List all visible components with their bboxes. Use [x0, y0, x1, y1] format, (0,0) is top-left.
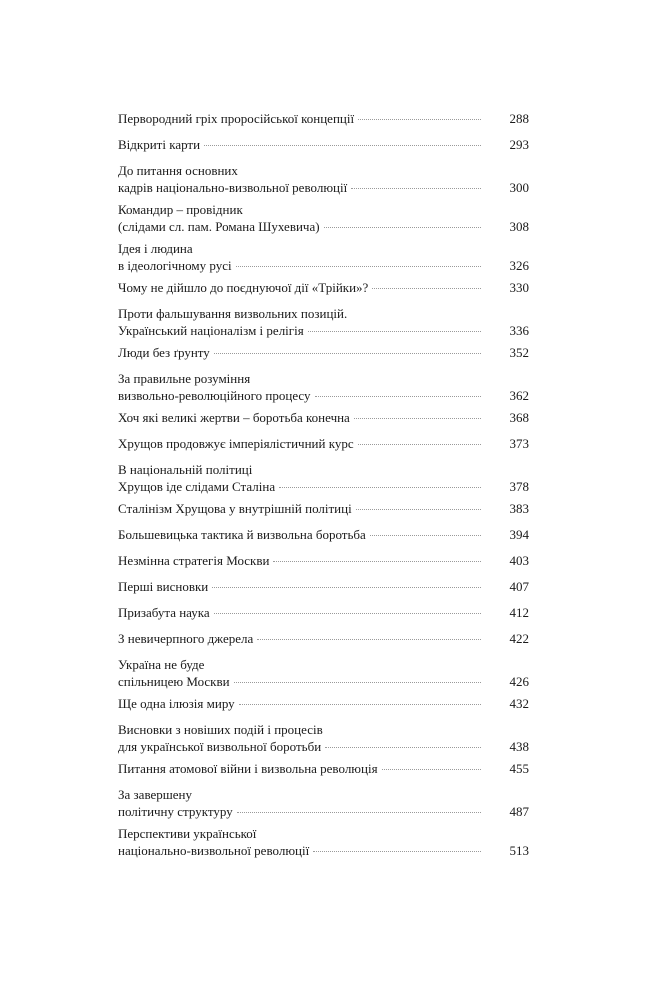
toc-entry [118, 760, 529, 777]
toc-entry [118, 409, 529, 426]
toc-page-number: 293 [509, 137, 529, 152]
toc-entry-title: Призабута наука [118, 605, 210, 620]
dot-leader [214, 353, 481, 354]
toc-entry [118, 721, 529, 755]
dot-leader [382, 769, 481, 770]
toc-page-number: 288 [509, 111, 529, 126]
dot-leader [372, 288, 481, 289]
toc-page-number: 426 [509, 674, 529, 689]
toc-entry [118, 500, 529, 517]
toc-entry-title: До питання основних [118, 163, 238, 178]
toc-entry-title: За правильне розуміння [118, 371, 251, 386]
toc-entry [118, 110, 529, 127]
dot-leader [273, 561, 481, 562]
dot-leader [212, 587, 481, 588]
toc-page-number: 362 [509, 388, 529, 403]
toc-entry [118, 201, 529, 235]
toc-entry [118, 656, 529, 690]
dot-leader [370, 535, 481, 536]
dot-leader [214, 613, 481, 614]
toc-entry-title: Сталінізм Хрущова у внутрішній політиці [118, 501, 352, 516]
toc-page-number: 336 [509, 323, 529, 338]
toc-page-number: 368 [509, 410, 529, 425]
toc-page-number: 455 [509, 761, 529, 776]
toc-entry [118, 578, 529, 595]
toc-page-number: 352 [509, 345, 529, 360]
toc-page-number: 394 [509, 527, 529, 542]
toc-entry-title: Хоч які великі жертви – боротьба конечна [118, 410, 350, 425]
toc-entry-title: Ідея і людина [118, 241, 193, 256]
dot-leader [279, 487, 481, 488]
toc-page-number: 378 [509, 479, 529, 494]
toc-entry-title: Незмінна стратегія Москви [118, 553, 270, 568]
toc-page-number: 513 [509, 843, 529, 858]
toc-entry-title: Первородний гріх проросійської концепції [118, 111, 355, 126]
dot-leader [324, 227, 481, 228]
toc-entry-title: Хрущов іде слідами Сталіна [118, 479, 276, 494]
toc-entry [118, 240, 529, 274]
toc-entry-title: Перспективи української [118, 826, 257, 841]
toc-entry-title: Хрущов продовжує імперіялістичний курс [118, 436, 354, 451]
toc-page-number: 373 [509, 436, 529, 451]
toc-entry-title: Командир – провідник [118, 202, 243, 217]
dot-leader [356, 509, 481, 510]
toc-page-number: 432 [509, 696, 529, 711]
dot-leader [234, 682, 481, 683]
toc-entry-title: національно-визвольної революції [118, 843, 310, 858]
toc-entry [118, 786, 529, 820]
toc-entry-title: З невичерпного джерела [118, 631, 254, 646]
toc-entry [118, 279, 529, 296]
toc-entry [118, 305, 529, 339]
toc-page-number: 407 [509, 579, 529, 594]
toc-entry-title: Український націоналізм і релігія [118, 323, 304, 338]
dot-leader [308, 331, 481, 332]
toc-entry-title: визвольно-революційного процесу [118, 388, 311, 403]
toc-entry-title: В національній політиці [118, 462, 253, 477]
toc-page-number: 326 [509, 258, 529, 273]
toc-entry [118, 552, 529, 569]
toc-entry [118, 604, 529, 621]
toc-entry-title: (слідами сл. пам. Романа Шухевича) [118, 219, 320, 234]
toc-entry-title: політичну структуру [118, 804, 233, 819]
dot-leader [325, 747, 481, 748]
toc-entry [118, 344, 529, 361]
dot-leader [315, 396, 481, 397]
toc-page-number: 403 [509, 553, 529, 568]
toc-entry-title: Україна не буде [118, 657, 205, 672]
toc-page-number: 330 [509, 280, 529, 295]
dot-leader [236, 266, 481, 267]
toc-entry-title: Ще одна ілюзія миру [118, 696, 235, 711]
toc-entry-title: спільницею Москви [118, 674, 230, 689]
toc-page-number: 383 [509, 501, 529, 516]
dot-leader [351, 188, 481, 189]
toc-entry-title: Відкриті карти [118, 137, 201, 152]
toc-entry-title: Проти фальшування визвольних позицій. [118, 306, 348, 321]
toc-entry [118, 370, 529, 404]
toc-entry-title: кадрів національно-визвольної революції [118, 180, 348, 195]
toc-entry-title: для української визвольної боротьби [118, 739, 322, 754]
toc-page-number: 300 [509, 180, 529, 195]
toc-entry [118, 825, 529, 859]
toc-page-number: 412 [509, 605, 529, 620]
dot-leader [354, 418, 481, 419]
toc-entry-title: Перші висновки [118, 579, 209, 594]
toc-entry-title: в ідеологічному русі [118, 258, 232, 273]
toc-entry [118, 435, 529, 452]
toc-entry-title: Висновки з новіших подій і процесів [118, 722, 323, 737]
toc-entry [118, 136, 529, 153]
toc-entry [118, 630, 529, 647]
toc-entry-title: Большевицька тактика й визвольна боротьба [118, 527, 366, 542]
dot-leader [204, 145, 481, 146]
dot-leader [257, 639, 481, 640]
toc-entry [118, 526, 529, 543]
toc-entry [118, 695, 529, 712]
dot-leader [237, 812, 481, 813]
toc-page-number: 422 [509, 631, 529, 646]
dot-leader [358, 119, 481, 120]
toc-page-number: 308 [509, 219, 529, 234]
dot-leader [313, 851, 481, 852]
toc-entry-title: За завершену [118, 787, 193, 802]
dot-leader [358, 444, 481, 445]
toc-page-number: 438 [509, 739, 529, 754]
toc-page-number: 487 [509, 804, 529, 819]
toc-entry [118, 162, 529, 196]
toc-entry-title: Питання атомової війни і визвольна революція [118, 761, 378, 776]
toc-entry [118, 461, 529, 495]
dot-leader [239, 704, 481, 705]
toc-entry-title: Чому не дійшло до поєднуючої дії «Трійки»? [118, 280, 369, 295]
toc-entry-title: Люди без ґрунту [118, 345, 210, 360]
